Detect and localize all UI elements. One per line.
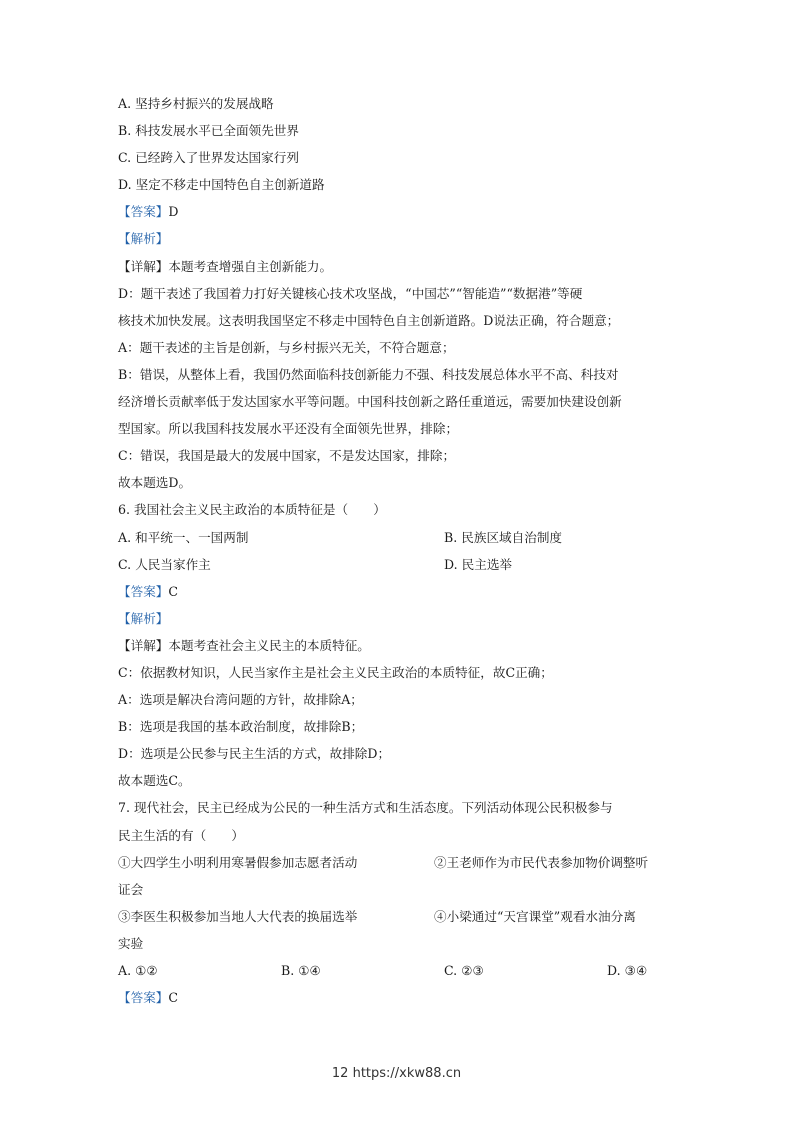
q6-analysis xyxy=(118,605,678,632)
q6-explanation-line: B：选项是我国的基本政治制度，故排除B； xyxy=(118,719,364,735)
q7-stem-line: 民主生活的有（ ） xyxy=(118,827,244,843)
q5-option-b: B. 科技发展水平已全面领先世界 xyxy=(118,123,299,139)
q5-explanation-line: D：题干表述了我国着力打好关键核心技术攻坚战，“中国芯”“智能造”“数据港”等硬 xyxy=(118,285,583,301)
q5-option-a: A. 坚持乡村振兴的发展战略 xyxy=(118,96,274,111)
q7-item-2-continuation: 证会 xyxy=(118,881,144,897)
detail-text: 本题考查增强自主创新能力。 xyxy=(168,258,333,274)
q5-analysis xyxy=(118,225,678,252)
q6-explanation-line: 故本题选C。 xyxy=(118,773,191,789)
q5-detail xyxy=(118,253,678,280)
q7-option-a: A. ①② xyxy=(118,963,158,978)
q7-option-d: D. ③④ xyxy=(607,963,648,978)
q5-explanation-line: 核技术加快发展。这表明我国坚定不移走中国特色自主创新道路。D说法正确，符合题意； xyxy=(118,312,620,328)
analysis-tag: 【解析】 xyxy=(118,231,169,247)
answer-value: C xyxy=(168,990,179,1006)
q7-item-3: ③李医生积极参加当地人大代表的换届选举 xyxy=(118,908,358,924)
q5-explanation-line: 故本题选D。 xyxy=(118,475,192,491)
q6-stem: 6. 我国社会主义民主政治的本质特征是（ ） xyxy=(118,502,386,518)
q5-explanation-line: B：错误，从整体上看，我国仍然面临科技创新能力不强、科技发展总体水平不高、科技对 xyxy=(118,366,619,382)
analysis-tag: 【解析】 xyxy=(118,610,169,626)
q5-option-d: D. 坚定不移走中国特色自主创新道路 xyxy=(118,177,325,193)
q7-options-row xyxy=(118,957,678,984)
q6-options-row xyxy=(118,524,678,551)
answer-tag: 【答案】 xyxy=(118,990,169,1006)
q6-explanation-line: D：选项是公民参与民主生活的方式，故排除D； xyxy=(118,746,391,762)
q6-explanation-line: C：依据教材知识，人民当家作主是社会主义民主政治的本质特征，故C正确； xyxy=(118,664,553,680)
answer-value: C xyxy=(168,583,179,599)
q5-explanation-line: A：题干表述的主旨是创新，与乡村振兴无关，不符合题意； xyxy=(118,339,455,355)
q7-items-row xyxy=(118,849,678,876)
q7-item-4: ④小梁通过“天宫课堂”观看水油分离 xyxy=(434,908,636,924)
answer-value: D xyxy=(168,204,179,220)
q6-explanation-line: A：选项是解决台湾问题的方针，故排除A； xyxy=(118,692,363,708)
q5-explanation-line: 经济增长贡献率低于发达国家水平等问题。中国科技创新之路任重道远，需要加快建设创新 xyxy=(118,394,622,410)
q7-answer xyxy=(118,984,678,1011)
q7-option-b: B. ①④ xyxy=(281,963,321,978)
document-page xyxy=(118,90,678,1011)
q6-options-row xyxy=(118,551,678,578)
detail-tag: 【详解】 xyxy=(118,637,169,653)
q7-items-row xyxy=(118,903,678,930)
page-footer: 12 https://xkw88.cn xyxy=(331,1066,462,1081)
detail-text: 本题考查社会主义民主的本质特征。 xyxy=(168,637,370,653)
q7-option-c: C. ②③ xyxy=(444,963,484,978)
q5-option-c: C. 已经跨入了世界发达国家行列 xyxy=(118,150,299,166)
q6-option-a: A. 和平统一、一国两制 xyxy=(118,529,249,545)
q6-answer xyxy=(118,578,678,605)
q6-detail xyxy=(118,632,678,659)
q7-item-2: ②王老师作为市民代表参加物价调整听 xyxy=(434,854,649,870)
q7-stem-line: 7. 现代社会，民主已经成为公民的一种生活方式和生活态度。下列活动体现公民积极参与 xyxy=(118,800,613,816)
q7-item-1: ①大四学生小明利用寒暑假参加志愿者活动 xyxy=(118,854,358,870)
q7-item-4-continuation: 实验 xyxy=(118,935,144,951)
q5-explanation-line: C：错误，我国是最大的发展中国家，不是发达国家，排除； xyxy=(118,448,456,464)
q6-option-b: B. 民族区域自治制度 xyxy=(444,529,563,545)
q5-answer xyxy=(118,198,678,225)
detail-tag: 【详解】 xyxy=(118,258,169,274)
answer-tag: 【答案】 xyxy=(118,583,169,599)
q5-explanation-line: 型国家。所以我国科技发展水平还没有全面领先世界，排除； xyxy=(118,421,459,437)
q6-option-d: D. 民主选举 xyxy=(444,556,513,572)
answer-tag: 【答案】 xyxy=(118,204,169,220)
q6-option-c: C. 人民当家作主 xyxy=(118,556,211,572)
